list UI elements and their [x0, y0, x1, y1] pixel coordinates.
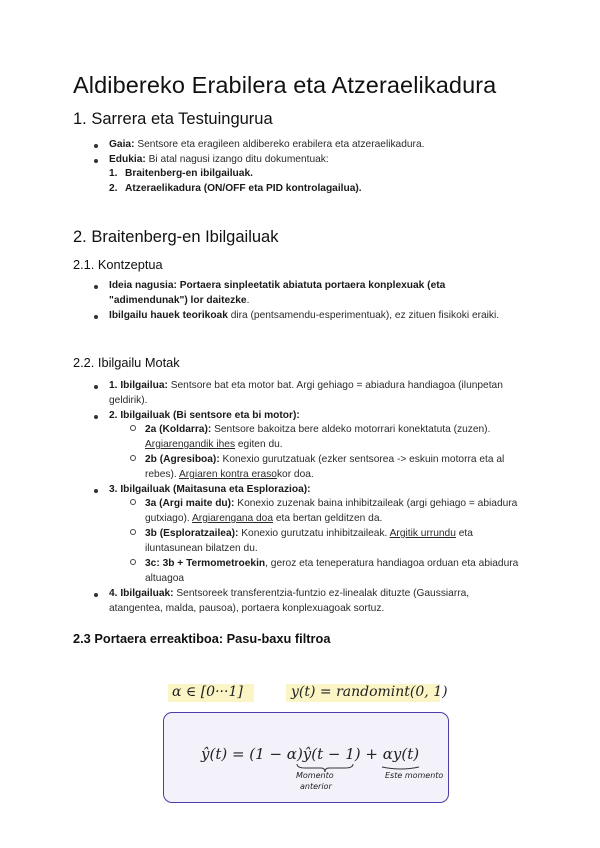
item-tail: eta bertan gelditzen da.	[273, 513, 383, 524]
numbered-item	[109, 166, 507, 181]
handwritten-note: Este momento	[385, 771, 444, 780]
subsection-heading-2-2: 2.2. Ibilgailu Motak	[73, 355, 180, 370]
random-function: y(t) = randomint(0, 1)	[291, 684, 448, 700]
bullet-ring	[130, 425, 136, 431]
list-item	[109, 482, 504, 497]
list-item	[145, 422, 525, 452]
bullet-dot	[94, 144, 98, 148]
subsection-heading-2-3: 2.3 Portaera erreaktiboa: Pasu-baxu filtroa	[73, 631, 331, 646]
bullet-dot	[94, 415, 98, 419]
item-label: Ibilgailu hauek teorikoak	[109, 310, 228, 321]
item-underlined: Argiaren kontra eraso	[178, 469, 277, 480]
item-text: Sentsore bakoitza bere aldeko motorrari konektatuta (zuzen).	[211, 424, 491, 435]
item-label: 4. Ibilgailuak:	[109, 588, 174, 599]
document-title: Aldibereko Erabilera eta Atzeraelikadura	[73, 72, 497, 98]
item-label: 2. Ibilgailuak (Bi sentsore eta bi motor):	[109, 410, 300, 421]
list-item	[109, 308, 504, 323]
item-label: 3b (Esploratzailea):	[145, 528, 239, 539]
list-item	[109, 137, 504, 152]
subsection-heading-2-1: 2.1. Kontzeptua	[73, 257, 163, 272]
item-label: 3c:	[145, 558, 160, 569]
item-number: 1.	[109, 168, 118, 179]
item-tail: eta iluntasunean bilatzen du.	[145, 528, 473, 554]
item-text: dira (pentsamendu-esperimentuak), ez zituen fisikoki eraiki.	[227, 310, 500, 321]
main-formula: ŷ(t) = (1 − α)ŷ(t − 1) + αy(t)	[201, 745, 420, 763]
alpha-range: α ∈ [0···1]	[172, 684, 243, 700]
item-text: Sentsore eta eragileen aldibereko erabilera eta atzeraelikadura.	[134, 139, 425, 150]
item-label: 2a (Koldarra):	[145, 424, 212, 435]
bullet-dot	[94, 593, 98, 597]
item-text: Sentsoreek transferentzia-funtzio ez-linealak dituzte (Gaussiarra, atangentea, malda, pausoa), portaera konplexuagoak sortuz.	[109, 588, 470, 614]
item-text: Atzeraelikadura (ON/OFF eta PID kontrolagailua).	[125, 183, 362, 194]
bullet-ring	[130, 529, 136, 535]
bullet-dot	[94, 489, 98, 493]
list-item	[109, 152, 504, 167]
item-text: Konexio zuzenak baina inhibitzaileak (argi gehiago = abiadura gutxiago).	[145, 498, 518, 524]
item-text: Konexio gurutzatu inhibitzaileak.	[238, 528, 390, 539]
section-heading-1: 1. Sarrera eta Testuingurua	[73, 110, 273, 128]
item-tail: egiten du.	[235, 439, 283, 450]
item-underlined: Argiarengandik ihes	[145, 439, 236, 450]
list-item	[145, 452, 525, 482]
handwritten-note: anterior	[300, 782, 332, 791]
item-label: 2b (Agresiboa):	[145, 454, 220, 465]
item-label: Edukia:	[109, 154, 146, 165]
item-label-2: 3b + Termometroekin	[159, 558, 266, 569]
list-item	[109, 278, 504, 308]
item-text: .	[246, 295, 250, 306]
list-item	[109, 408, 504, 423]
item-text: Sentsore bat eta motor bat. Argi gehiago = abiadura handiagoa (ilunpetan geldirik).	[109, 380, 503, 406]
item-underlined: Argiarengana doa	[192, 513, 274, 524]
item-text: Bi atal nagusi izango ditu dokumentuak:	[145, 154, 329, 165]
numbered-item	[109, 181, 507, 196]
item-number: 2.	[109, 183, 118, 194]
bullet-dot	[94, 159, 98, 163]
item-tail: kor doa.	[276, 469, 314, 480]
item-text: Konexio gurutzatuak (ezker sentsorea -> eskuin motorra eta al rebes).	[145, 454, 505, 480]
item-text: , geroz eta teneperatura handiagoa orduan eta abiadura altuagoa	[145, 558, 519, 584]
bullet-dot	[94, 385, 98, 389]
item-label: 3. Ibilgailuak (Maitasuna eta Esplorazioa):	[109, 484, 311, 495]
bullet-dot	[94, 315, 98, 319]
list-item	[109, 586, 504, 616]
bullet-ring	[130, 455, 136, 461]
item-text: Braitenberg-en ibilgailuak.	[125, 168, 253, 179]
item-label: Ideia nagusia: Portaera sinpleetatik abiatuta portaera konplexuak (eta "adimendunak") lor daitezke	[109, 280, 446, 306]
item-underlined: Argitik urrundu	[389, 528, 456, 539]
list-item	[145, 556, 525, 586]
list-item	[145, 496, 525, 526]
section-heading-2: 2. Braitenberg-en Ibilgailuak	[73, 228, 279, 246]
item-label: 1. Ibilgailua:	[109, 380, 168, 391]
item-label: 3a (Argi maite du):	[145, 498, 235, 509]
item-label: Gaia:	[109, 139, 135, 150]
bullet-ring	[130, 559, 136, 565]
bullet-ring	[130, 499, 136, 505]
bullet-dot	[94, 285, 98, 289]
list-item	[109, 378, 504, 408]
list-item	[145, 526, 525, 556]
handwritten-note: Momento	[296, 771, 334, 780]
